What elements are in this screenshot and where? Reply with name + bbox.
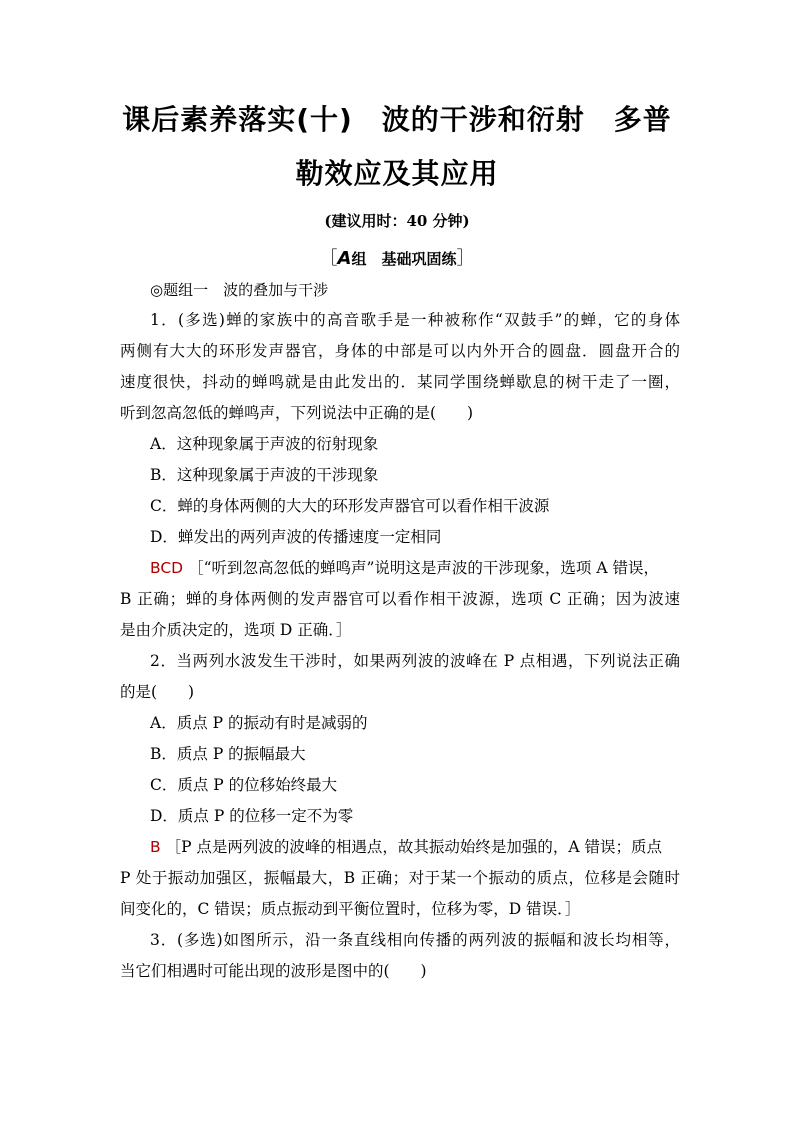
q1-option-a: A．这种现象属于声波的衍射现象 — [150, 435, 379, 453]
q2-option-d: D．质点 P 的位移一定不为零 — [150, 807, 354, 825]
q2-option-a: A．质点 P 的振动有时是减弱的 — [150, 714, 368, 732]
q1-explanation-line-3: 是由介质决定的，选项 D 正确．］ — [120, 621, 352, 639]
q2-explanation-text-1: ［P 点是两列波的波峰的相遇点，故其振动始终是加强的，A 错误；质点 — [165, 838, 663, 856]
suggested-time: (建议用时：40 分钟) — [324, 212, 470, 230]
q2-option-b: B．质点 P 的振幅最大 — [150, 745, 306, 763]
q2-explanation-line-1 — [150, 835, 680, 859]
q1-explanation-line-2: B 正确；蝉的身体两侧的发声器官可以看作相干波源，选项 C 正确；因为波速 — [120, 590, 680, 608]
q1-answer: BCD — [150, 559, 184, 577]
q2-stem-line-1: 2．当两列水波发生干涉时，如果两列波的波峰在 P 点相遇，下列说法正确 — [150, 652, 680, 670]
q1-stem-line-2: 两侧有大大的环形发声器官，身体的中部是可以内外开合的圆盘．圆盘开合的 — [120, 342, 680, 360]
group-heading — [0, 244, 794, 270]
q2-option-c: C．质点 P 的位移始终最大 — [150, 776, 338, 794]
q1-option-c: C．蝉的身体两侧的大大的环形发声器官可以看作相干波源 — [150, 497, 550, 515]
q1-explanation-text-1: ［“听到忽高忽低的蝉鸣声”说明这是声波的干涉现象，选项 A 错误， — [188, 559, 659, 577]
q1-explanation-line-1 — [150, 556, 680, 580]
q1-stem-line-4: 听到忽高忽低的蝉鸣声，下列说法中正确的是( ) — [120, 404, 474, 422]
q1-stem-line-3: 速度很快，抖动的蝉鸣就是由此发出的．某同学围绕蝉歇息的树干走了一圈， — [120, 373, 680, 391]
q1-option-d: D．蝉发出的两列声波的传播速度一定相同 — [150, 528, 442, 546]
group-text: 组 基础巩固练 — [351, 250, 457, 268]
group-left-bracket: ［ — [319, 248, 338, 269]
q2-stem-line-2: 的是( ) — [120, 683, 195, 701]
document-title-line-2: 勒效应及其应用 — [295, 157, 499, 190]
group-letter: A — [337, 248, 352, 269]
q1-option-b: B．这种现象属于声波的干涉现象 — [150, 466, 379, 484]
q1-stem-line-1: 1．(多选)蝉的家族中的高音歌手是一种被称作“双鼓手”的蝉，它的身体 — [150, 311, 680, 329]
q2-explanation-line-3: 间变化的，C 错误；质点振动到平衡位置时，位移为零，D 错误．］ — [120, 900, 581, 918]
q2-answer: B — [150, 838, 161, 856]
q3-stem-line-2: 当它们相遇时可能出现的波形是图中的( ) — [120, 962, 427, 980]
group-right-bracket: ］ — [456, 248, 475, 269]
section-title: ◎题组一 波的叠加与干涉 — [150, 281, 329, 299]
q2-explanation-line-2: P 处于振动加强区，振幅最大，B 正确；对于某一个振动的质点，位移是会随时 — [120, 869, 680, 887]
q3-stem-line-1: 3．(多选)如图所示，沿一条直线相向传播的两列波的振幅和波长均相等， — [150, 931, 680, 949]
document-title-line-1: 课后素养落实(十) 波的干涉和衍射 多普 — [122, 103, 672, 136]
